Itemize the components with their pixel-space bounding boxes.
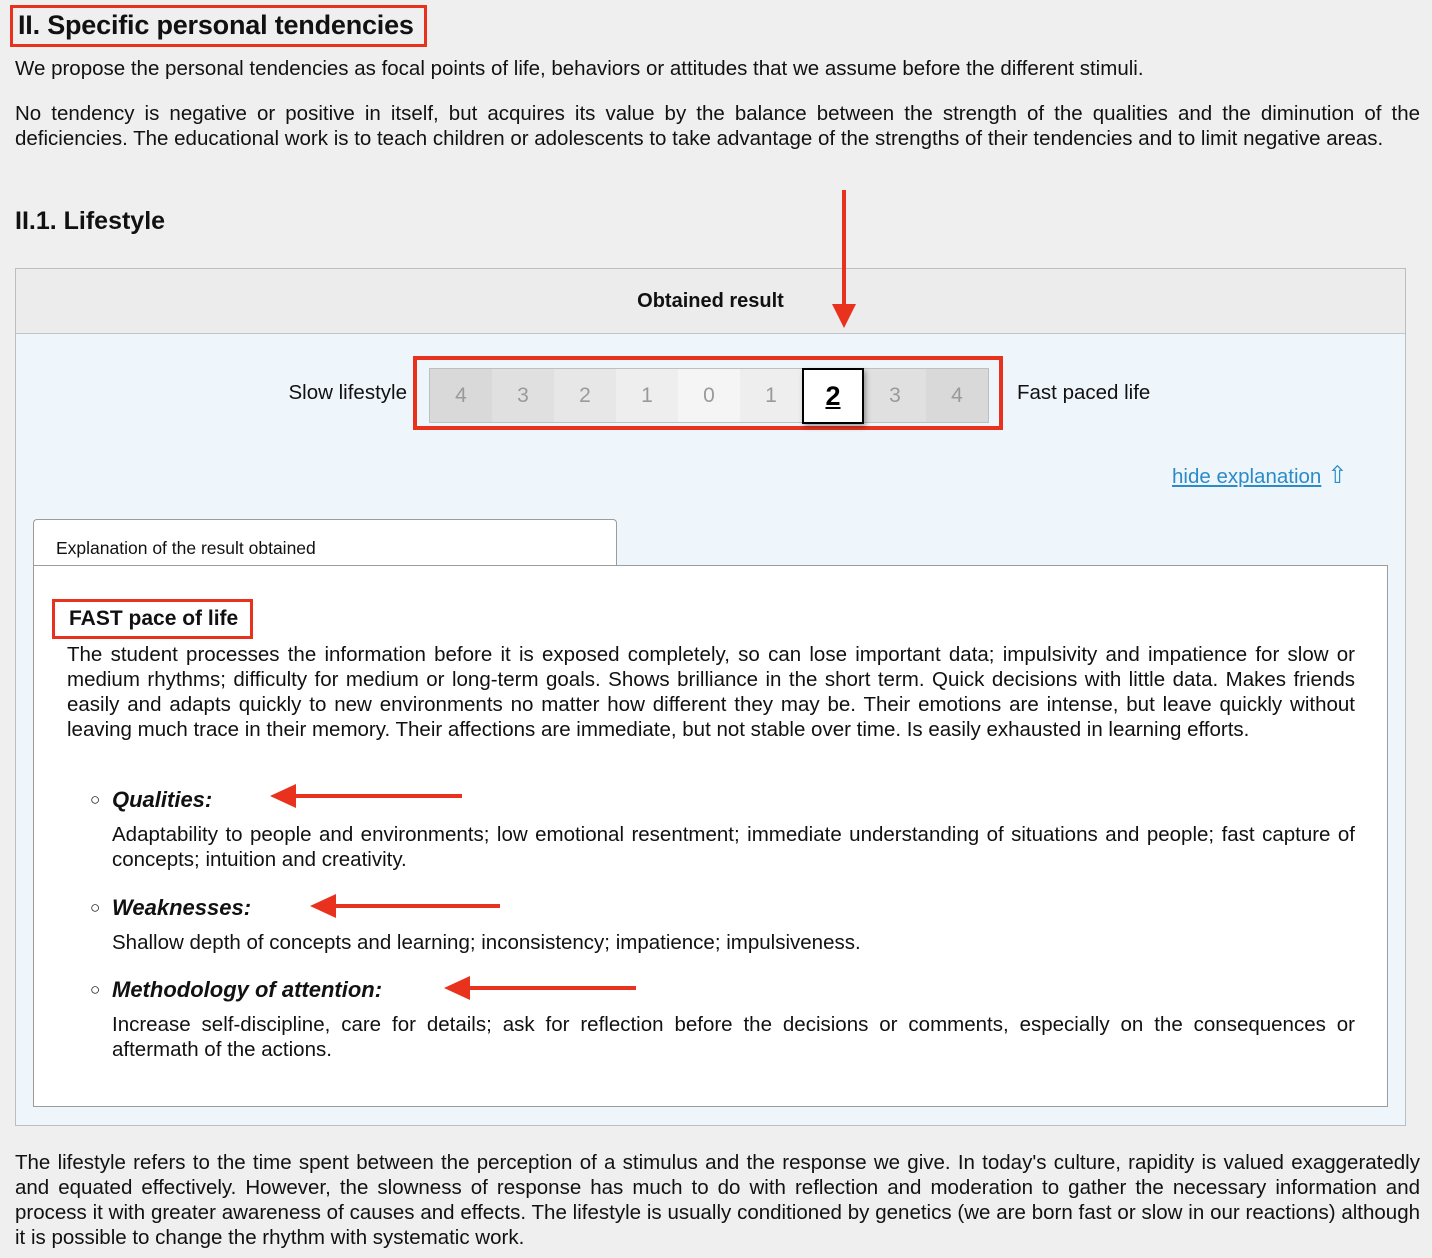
- section-title: II. Specific personal tendencies: [10, 5, 427, 47]
- bullet-icon: ○: [90, 898, 101, 917]
- methodology-text: Increase self-discipline, care for details; ask for reflection before the decisions or comments, especially on the consequences or aftermath of the actions.: [112, 1013, 1355, 1061]
- result-box: [15, 268, 1406, 1126]
- methodology-label: Methodology of attention:: [112, 977, 383, 1002]
- explanation-body: The student processes the information before it is exposed completely, so can lose important data; impulsivity and impatience for slow or medium rhythms; difficulty for medium or long-term goals. Shows brilliance in the short term. Quick decisions with little data. Makes friends easily and adapts quickly to new environments no matter how different they may be. Their emotions are intense, but leave quickly without leaving much trace in their memory. Their affections are immediate, but not stable over time. Is easily exhausted in learning efforts.: [67, 643, 1355, 741]
- qualities-label: Qualities:: [112, 787, 213, 812]
- bullet-icon: ○: [90, 980, 101, 999]
- weaknesses-label: Weaknesses:: [112, 895, 252, 920]
- result-header: Obtained result: [16, 269, 1405, 334]
- up-arrow-icon: ⇧: [1327, 462, 1348, 489]
- scale-cell: 3: [864, 369, 926, 422]
- subsection-title: II.1. Lifestyle: [15, 207, 166, 235]
- intro-paragraph-1: We propose the personal tendencies as focal points of life, behaviors or attitudes that we assume before the different stimuli.: [15, 57, 1144, 80]
- scale-cell: 0: [678, 369, 740, 422]
- tab-explanation[interactable]: Explanation of the result obtained: [33, 519, 617, 565]
- weaknesses-item: [90, 894, 1355, 955]
- scale-row: [16, 354, 1405, 434]
- scale-cell: 1: [740, 369, 802, 422]
- scale-highlight-frame: [413, 356, 1003, 430]
- scale-cell: 2: [554, 369, 616, 422]
- qualities-text: Adaptability to people and environments; low emotional resentment; immediate understanding of situations and people; fast capture of concepts; intuition and creativity.: [112, 823, 1355, 871]
- explanation-panel: [33, 565, 1388, 1107]
- qualities-item: [90, 786, 1355, 872]
- result-scale: [429, 368, 989, 423]
- scale-left-label: Slow lifestyle: [288, 381, 407, 404]
- weaknesses-text: Shallow depth of concepts and learning; inconsistency; impatience; impulsiveness.: [112, 931, 861, 954]
- intro-paragraph-2: No tendency is negative or positive in itself, but acquires its value by the balance between the strength of the qualities and the diminution of the deficiencies. The educational work is to teach children or adolescents to take advantage of the strengths of their tendencies and to limit negative areas.: [15, 102, 1420, 150]
- hide-explanation-link[interactable]: [1172, 461, 1347, 490]
- scale-cell: 3: [492, 369, 554, 422]
- scale-cell: 4: [430, 369, 492, 422]
- explanation-title: FAST pace of life: [52, 599, 253, 639]
- scale-cell: 1: [616, 369, 678, 422]
- bullet-icon: ○: [90, 790, 101, 809]
- scale-cell: 4: [926, 369, 988, 422]
- methodology-item: [90, 976, 1355, 1062]
- footer-paragraph: The lifestyle refers to the time spent between the perception of a stimulus and the response we give. In today's culture, rapidity is valued exaggeratedly and equated effectively. However, the slowness of response has much to do with reflection and moderation to gather the necessary information and process it with greater awareness of causes and effects. The lifestyle is usually conditioned by genetics (we are born fast or slow in our reactions) although it is possible to change the rhythm with systematic work.: [15, 1151, 1420, 1249]
- scale-right-label: Fast paced life: [1017, 381, 1151, 404]
- hide-explanation-label: hide explanation: [1172, 465, 1322, 488]
- scale-cell-selected: 2: [802, 368, 864, 424]
